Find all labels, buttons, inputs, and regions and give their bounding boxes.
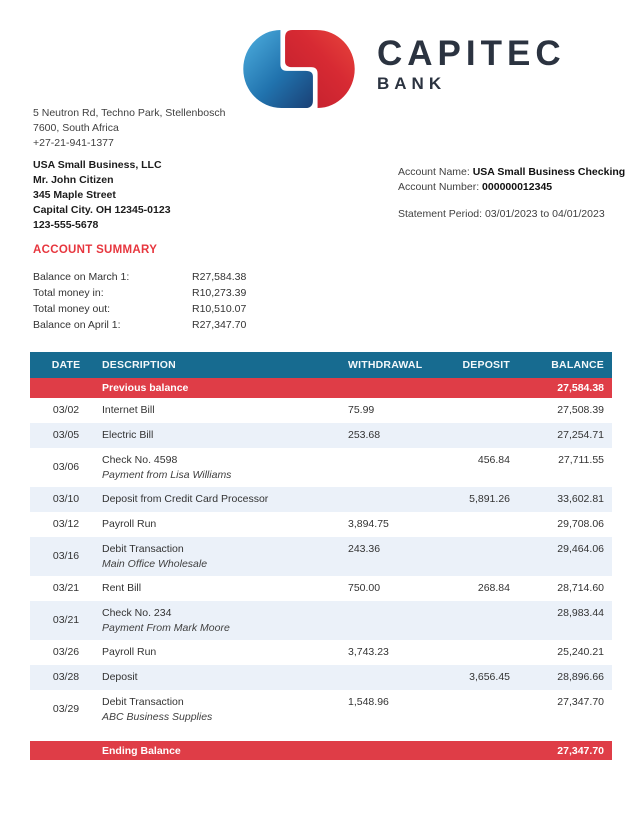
transaction-description-text: Check No. 234 <box>102 607 172 619</box>
transaction-description <box>102 448 348 487</box>
transaction-date: 03/16 <box>52 550 80 562</box>
transaction-description-text: Debit Transaction <box>102 543 184 555</box>
statement-period-row <box>398 207 625 222</box>
table-row <box>30 576 612 601</box>
bank-address-line: 5 Neutron Rd, Techno Park, Stellenbosch <box>33 107 226 119</box>
transaction-withdrawal: 3,743.23 <box>348 646 389 658</box>
bank-address-line: 7600, South Africa <box>33 122 119 134</box>
table-row <box>30 512 612 537</box>
summary-row <box>33 301 246 317</box>
summary-value: R27,347.70 <box>192 319 247 331</box>
transaction-description-text: Rent Bill <box>102 582 142 594</box>
table-row <box>30 640 612 665</box>
transaction-balance: 27,711.55 <box>558 454 604 466</box>
column-header-deposit: DEPOSIT <box>462 359 510 371</box>
transaction-deposit <box>440 512 512 537</box>
table-row <box>30 398 612 423</box>
summary-label: Total money out: <box>33 303 111 315</box>
summary-row <box>33 317 246 333</box>
account-summary <box>33 269 246 333</box>
bank-sub-text: BANK <box>377 74 447 93</box>
transaction-description-text: Debit Transaction <box>102 696 184 708</box>
statement-period-value: 03/01/2023 to 04/01/2023 <box>484 208 605 220</box>
customer-address <box>33 158 171 233</box>
transaction-deposit <box>440 398 512 423</box>
summary-label: Total money in: <box>33 287 104 299</box>
customer-city-line: Capital City. OH 12345-0123 <box>33 204 171 216</box>
ending-balance-label: Ending Balance <box>102 744 181 757</box>
transaction-balance: 29,464.06 <box>557 543 604 555</box>
summary-value: R27,584.38 <box>192 271 247 283</box>
transaction-withdrawal: 75.99 <box>348 404 375 416</box>
transaction-deposit <box>440 640 512 665</box>
table-row <box>30 690 612 729</box>
account-info <box>398 165 625 222</box>
transaction-note: Main Office Wholesale <box>102 558 208 570</box>
transaction-description-text: Electric Bill <box>102 429 154 441</box>
account-name-value: USA Small Business Checking <box>472 166 626 178</box>
table-header-row <box>30 352 612 378</box>
transaction-description-text: Deposit from Credit Card Processor <box>102 493 269 505</box>
transaction-balance: 29,708.06 <box>557 518 604 530</box>
transaction-date: 03/21 <box>52 582 80 594</box>
table-row <box>30 537 612 576</box>
table-row <box>30 448 612 487</box>
transaction-date: 03/26 <box>52 646 80 658</box>
transaction-description <box>102 665 348 690</box>
transaction-deposit: 268.84 <box>477 582 510 594</box>
transaction-date: 03/05 <box>52 429 80 441</box>
transaction-description <box>102 487 348 512</box>
account-name-label: Account Name: <box>398 166 473 178</box>
transaction-description-text: Deposit <box>102 671 138 683</box>
transaction-withdrawal: 750.00 <box>348 582 381 594</box>
account-number-label: Account Number: <box>398 181 483 193</box>
column-header-withdrawal: WITHDRAWAL <box>348 359 423 371</box>
transaction-deposit <box>440 690 512 729</box>
bank-phone: +27-21-941-1377 <box>33 137 114 149</box>
transaction-description <box>102 576 348 601</box>
transactions-table <box>30 352 612 760</box>
previous-balance-row <box>30 378 612 398</box>
transaction-balance: 28,896.66 <box>557 671 604 683</box>
transaction-deposit <box>440 601 512 640</box>
transaction-deposit: 5,891.26 <box>469 493 510 505</box>
column-header-date: DATE <box>51 359 81 371</box>
summary-value: R10,510.07 <box>192 303 247 315</box>
transaction-note: ABC Business Supplies <box>102 711 213 723</box>
summary-row <box>33 285 246 301</box>
account-number-row <box>398 180 625 195</box>
table-row <box>30 601 612 640</box>
transaction-description <box>102 398 348 423</box>
ending-balance-value: 27,347.70 <box>557 744 604 757</box>
account-number-value: 000000012345 <box>482 181 553 193</box>
customer-phone-line: 123-555-5678 <box>33 219 99 231</box>
bank-address <box>33 106 225 151</box>
transaction-description-text: Payroll Run <box>102 646 157 658</box>
transaction-withdrawal <box>348 487 440 512</box>
transaction-date: 03/10 <box>52 493 80 505</box>
statement-period-label: Statement Period: <box>398 208 485 220</box>
ending-balance-row <box>30 741 612 760</box>
transaction-withdrawal: 253.68 <box>348 429 381 441</box>
transaction-description <box>102 423 348 448</box>
bank-name-text: CAPITEC <box>377 34 566 73</box>
transaction-withdrawal: 3,894.75 <box>348 518 389 530</box>
transaction-description-text: Internet Bill <box>102 404 155 416</box>
transaction-deposit <box>440 537 512 576</box>
transaction-balance: 33,602.81 <box>557 493 604 505</box>
transaction-date: 03/02 <box>52 404 80 416</box>
transaction-balance: 27,508.39 <box>557 404 604 416</box>
table-row <box>30 423 612 448</box>
transaction-description <box>102 537 348 576</box>
column-header-balance: BALANCE <box>551 359 604 371</box>
transaction-balance: 25,240.21 <box>557 646 604 658</box>
column-header-description: DESCRIPTION <box>102 359 176 371</box>
transaction-withdrawal: 1,548.96 <box>348 696 389 708</box>
transaction-description <box>102 601 348 640</box>
transaction-date: 03/29 <box>52 703 80 715</box>
account-summary-heading: ACCOUNT SUMMARY <box>33 244 158 256</box>
transaction-withdrawal <box>348 601 440 640</box>
transaction-note: Payment from Lisa Williams <box>102 469 232 481</box>
transaction-balance: 28,983.44 <box>557 607 604 619</box>
summary-label: Balance on March 1: <box>33 271 130 283</box>
transaction-date: 03/21 <box>52 614 80 626</box>
transaction-balance: 28,714.60 <box>557 582 604 594</box>
customer-contact-line: Mr. John Citizen <box>33 174 114 186</box>
transaction-deposit: 456.84 <box>477 454 510 466</box>
transaction-withdrawal <box>348 665 440 690</box>
previous-balance-label: Previous balance <box>102 382 189 394</box>
account-name-row <box>398 165 625 180</box>
customer-street-line: 345 Maple Street <box>33 189 116 201</box>
table-row <box>30 665 612 690</box>
transaction-date: 03/06 <box>52 461 80 473</box>
capitec-logo-icon <box>243 30 355 108</box>
transaction-date: 03/28 <box>52 671 80 683</box>
transaction-date: 03/12 <box>52 518 80 530</box>
transaction-description <box>102 512 348 537</box>
summary-label: Balance on April 1: <box>33 319 121 331</box>
transactions-body <box>30 398 612 729</box>
transaction-withdrawal: 243.36 <box>348 543 381 555</box>
transaction-description <box>102 640 348 665</box>
previous-balance-value: 27,584.38 <box>557 382 604 394</box>
transaction-deposit <box>440 423 512 448</box>
transaction-deposit: 3,656.45 <box>469 671 510 683</box>
customer-name-line: USA Small Business, LLC <box>33 159 162 171</box>
summary-value: R10,273.39 <box>192 287 247 299</box>
transaction-note: Payment From Mark Moore <box>102 622 230 634</box>
transaction-balance: 27,254.71 <box>557 429 604 441</box>
summary-row <box>33 269 246 285</box>
bank-wordmark <box>377 36 566 93</box>
transaction-withdrawal <box>348 448 440 487</box>
transaction-description-text: Check No. 4598 <box>102 454 178 466</box>
table-row <box>30 487 612 512</box>
transaction-balance: 27,347.70 <box>557 696 604 708</box>
transaction-description <box>102 690 348 729</box>
transaction-description-text: Payroll Run <box>102 518 157 530</box>
